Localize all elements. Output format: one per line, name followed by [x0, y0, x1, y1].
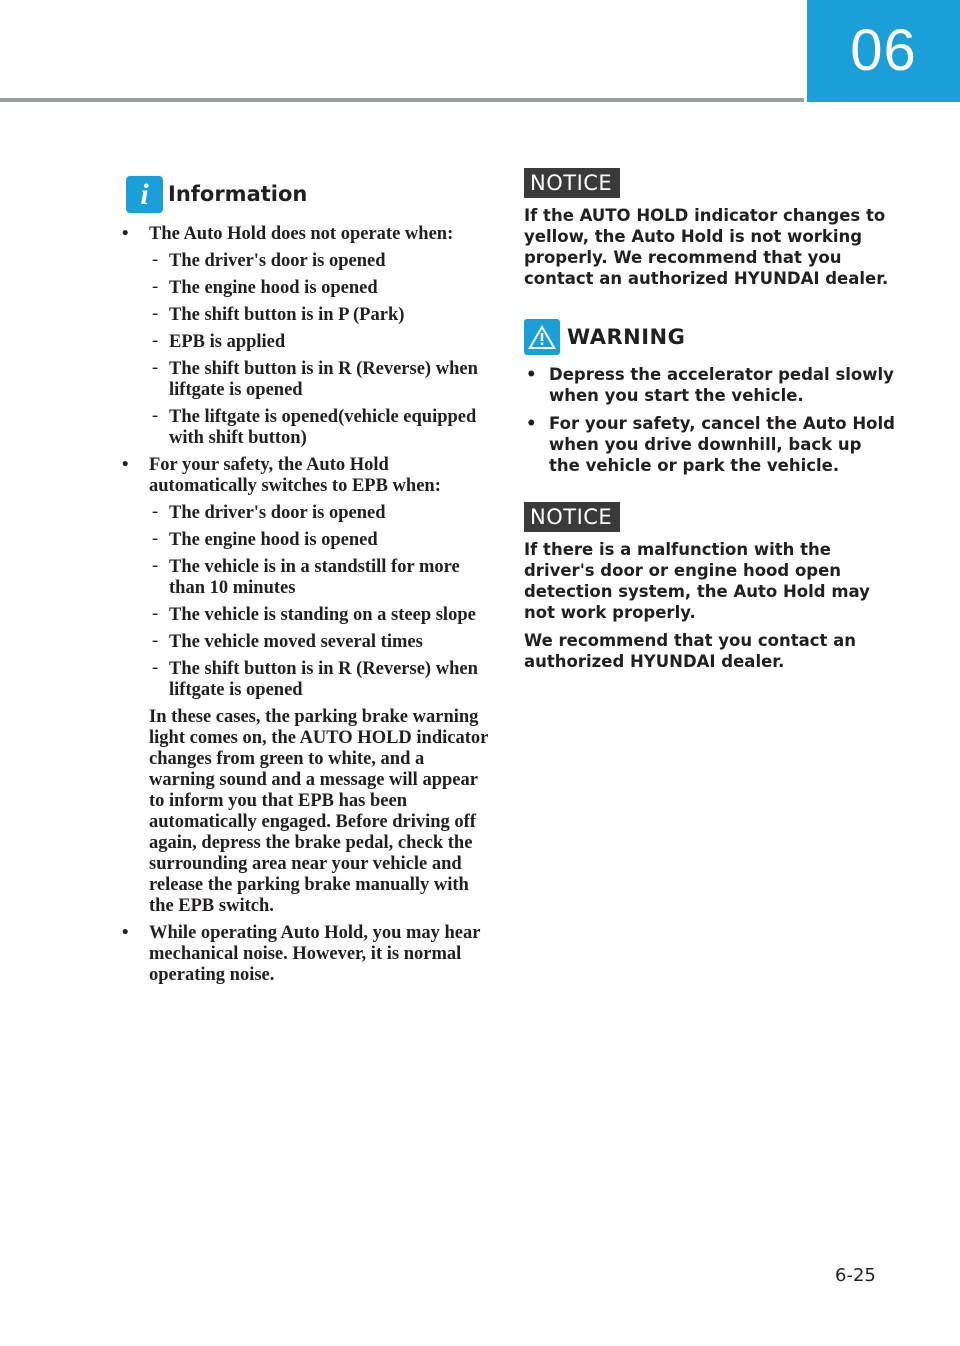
notice-label: NOTICE: [524, 168, 620, 198]
sub-list-item: - The shift button is in R (Reverse) when liftgate is opened: [112, 659, 492, 701]
header-rule: [0, 98, 804, 102]
information-title: Information: [168, 182, 308, 206]
sub-list-item: - The driver's door is opened: [112, 503, 492, 524]
sub-list-item: - The vehicle moved several times: [112, 632, 492, 653]
warning-title: WARNING: [567, 325, 686, 349]
sub-list-item: - The liftgate is opened(vehicle equipped with shift button): [112, 407, 492, 449]
page-number: 6-25: [835, 1265, 876, 1286]
sub-list-item: - The engine hood is opened: [112, 278, 492, 299]
sub-list-item: - The engine hood is opened: [112, 530, 492, 551]
list-item: • Depress the accelerator pedal slowly when you start the vehicle.: [524, 364, 896, 406]
list-paragraph: In these cases, the parking brake warning light comes on, the AUTO HOLD indicator changes from green to white, and a warning sound and a message will appear to inform you that EPB has been automatically engaged. Before driving off again, depress the brake pedal, check the surrounding area near your vehicle and release the parking brake manually with the EPB switch.: [149, 707, 489, 916]
list-item: • For your safety, the Auto Hold automatically switches to EPB when:: [112, 455, 492, 497]
list-item: • While operating Auto Hold, you may hear mechanical noise. However, it is normal operating noise.: [112, 923, 492, 986]
information-box: [112, 170, 492, 986]
info-icon: i: [126, 176, 163, 213]
notice-box-2: [524, 502, 896, 672]
sub-list-item: - The shift button is in P (Park): [112, 305, 492, 326]
sub-list-item: - EPB is applied: [112, 332, 492, 353]
warning-box: [524, 317, 896, 476]
right-column: [524, 168, 896, 672]
sub-list-item: - The vehicle is standing on a steep slope: [112, 605, 492, 626]
notice-text: If there is a malfunction with the driver's door or engine hood open detection system, the Auto Hold may not work properly. We recommend that you contact an authorized HYUNDAI dealer.: [524, 540, 870, 671]
notice-text: If the AUTO HOLD indicator changes to yellow, the Auto Hold is not working properly. We recommend that you contact an authorized HYUNDAI dealer.: [524, 206, 889, 288]
warning-list: [524, 364, 896, 476]
sub-list-item: - The vehicle is in a standstill for more than 10 minutes: [112, 557, 492, 599]
list-item: • For your safety, cancel the Auto Hold when you drive downhill, back up the vehicle or park the vehicle.: [524, 413, 896, 476]
warning-icon: [524, 319, 560, 355]
sub-list-item: - The shift button is in R (Reverse) when liftgate is opened: [112, 359, 492, 401]
information-header: [126, 170, 492, 218]
chapter-tab: 06: [807, 0, 960, 102]
information-list: [112, 224, 492, 986]
notice-label: NOTICE: [524, 502, 620, 532]
sub-list-item: - The driver's door is opened: [112, 251, 492, 272]
list-item: • The Auto Hold does not operate when:: [112, 224, 492, 245]
notice-box-1: [524, 168, 896, 289]
warning-header: [524, 317, 896, 357]
